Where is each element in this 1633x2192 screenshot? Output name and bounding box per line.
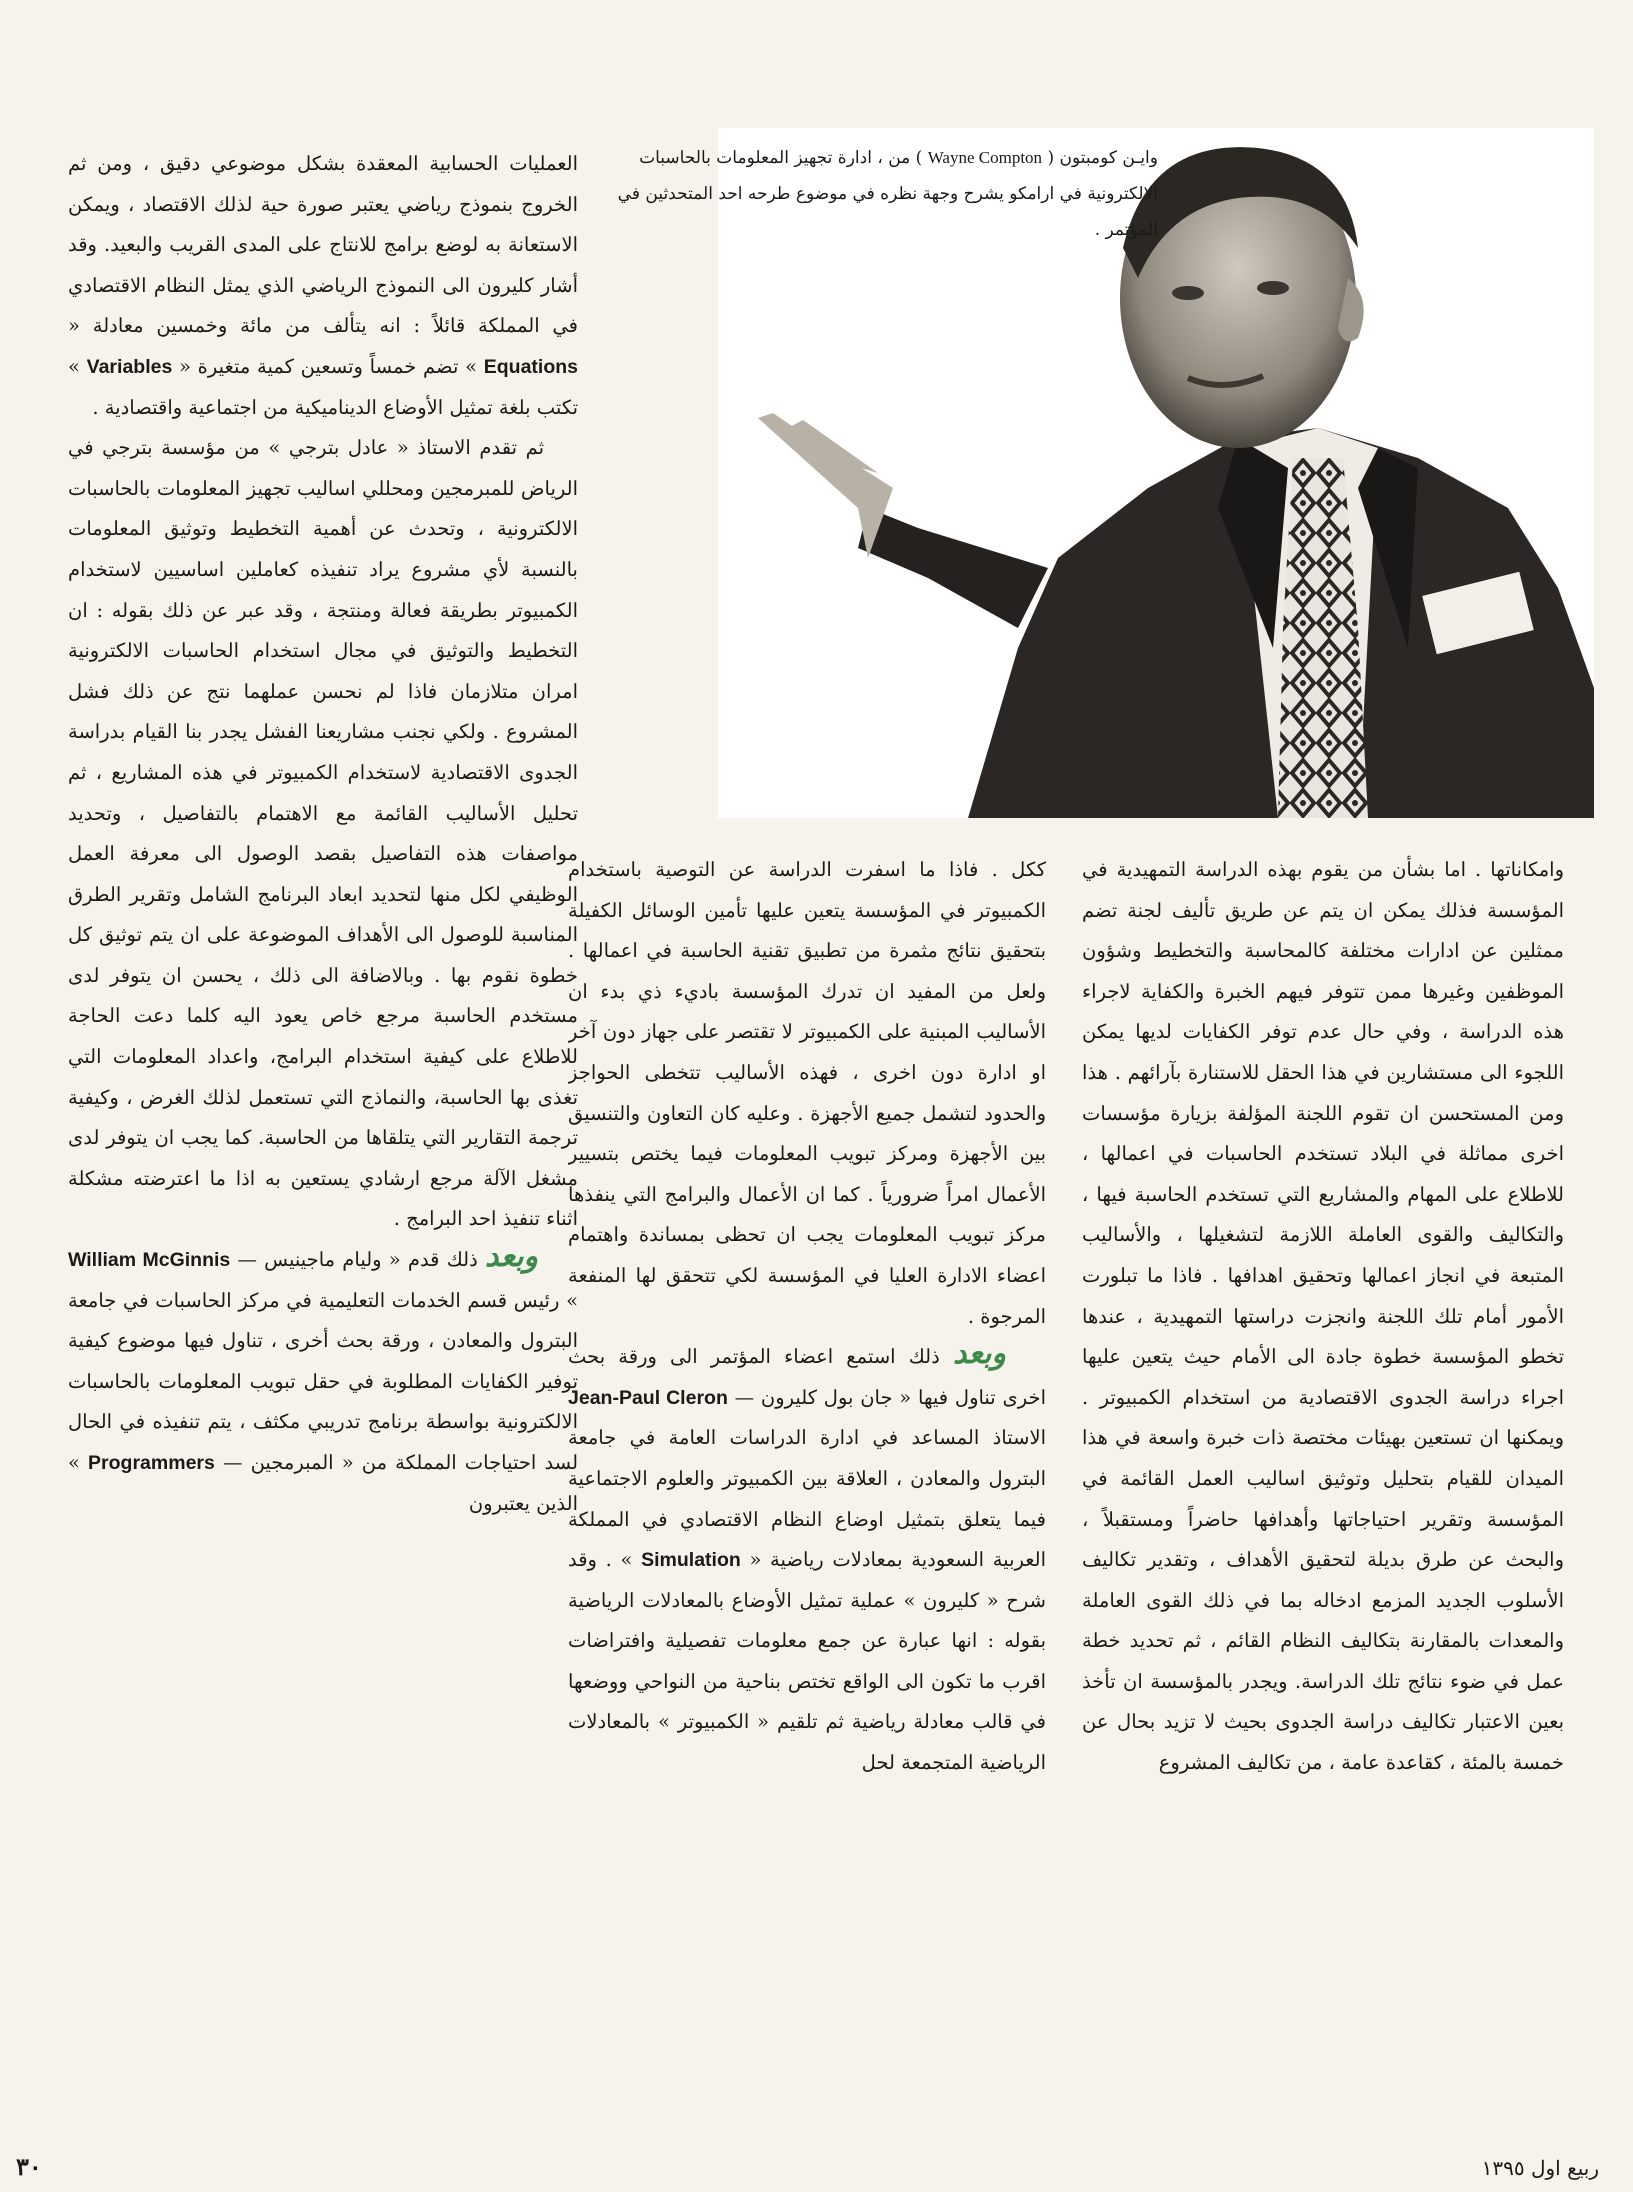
- issue-date: ربيع اول ١٣٩٥: [1481, 2156, 1599, 2180]
- column-left: [68, 144, 578, 2128]
- photo-caption: [578, 140, 1158, 248]
- col-middle-p2-mid: الاستاذ المساعد في ادارة الدراسات العامة في جامعة البترول والمعادن ، العلاقة بين الكمبيوتر والعلوم الاجتماعية فيما يتعلق بتمثيل اوضاع النظام الاقتصادي في المملكة العربية السعودية بمعادلات رياضية «: [568, 1426, 1046, 1572]
- term-equations: Equations: [483, 355, 578, 378]
- col-right-paragraph-1: وامكاناتها . اما بشأن من يقوم بهذه الدراسة التمهيدية في المؤسسة فذلك يمكن ان يتم عن طريق تأليف لجنة تضم ممثلين عن ادارات مختلفة كالمحاسبة والتخطيط وشؤون الموظفين وغيرها ممن تتوفر فيهم الخبرة والكفاية لاجراء هذه الدراسة ، وفي حال عدم توفر الكفايات لديها يمكن اللجوء الى مستشارين في هذا الحقل للاستنارة بآرائهم . هذا ومن المستحسن ان تقوم اللجنة المؤلفة بزيارة مؤسسات اخرى مماثلة في البلاد تستخدم الحاسبات في اعمالها ، للاطلاع على المهام والمشاريع التي تستخدم الحاسبة فيها ، والتكاليف والقوى العاملة اللازمة لتشغيلها ، والأساليب المتبعة في انجاز اعمالها وتحقيق اهدافها . فاذا ما تبلورت الأمور أمام تلك اللجنة وانجزت دراستها التمهيدية ، عندها تخطو المؤسسة خطوة جادة الى الأمام حيث يتعين عليها اجراء دراسة الجدوى الاقتصادية من استخدام الكمبيوتر . ويمكنها ان تستعين بهيئات مختصة ذات خبرة واسعة في هذا الميدان للقيام بتحليل وتوثيق اساليب العمل القائمة في المؤسسة وتقرير احتياجاتها وأهدافها حاضراً ومستقبلاً ، والبحث عن طرق بديلة لتحقيق الأهداف ، وتقدير تكاليف الأسلوب الجديد المزمع ادخاله بما في ذلك القوى العاملة والمعدات بالمقارنة بتكاليف النظام القائم ، ثم تحديد خطة عمل في ضوء نتائج تلك الدراسة. ويجدر بالمؤسسة ان تأخذ بعين الاعتبار تكاليف دراسة الجدوى بحيث لا تزيد بحال عن خمسة بالمئة ، كقاعدة عامة ، من تكاليف المشروع: [1082, 858, 1564, 1775]
- caption-rest: ادارة تجهيز المعلومات بالحاسبات الالكترونية في ارامكو يشرح وجهة نظره في موضوع طرحه احد المتحدثين في المؤتمر .: [617, 148, 1158, 240]
- caption-line1-after: ) من ،: [877, 148, 923, 168]
- column-middle: [568, 850, 1046, 2128]
- col-left-paragraph-3: [68, 1240, 578, 1524]
- col-left-p3-after: » رئيس قسم الخدمات التعليمية في مركز الحاسبات في جامعة البترول والمعادن ، ورقة بحث أخرى ، تناول فيها موضوع كيفية توفير الكفايات المطلوبة في حقل تبويب المعلومات بالحاسبات الالكترونية بواسطة برنامج تدريبي مكثف ، يتم تنفيذه في الحال لسد احتياجات المملكة من « المبرمجين —: [68, 1288, 578, 1474]
- col-left-p1-mid: » تضم خمساً وتسعين كمية متغيرة «: [179, 354, 478, 378]
- name-mcginnis: William McGinnis: [68, 1249, 231, 1272]
- term-programmers: Programmers: [88, 1452, 215, 1474]
- term-variables: Variables: [86, 355, 173, 378]
- col-left-p3-before: ذلك قدم « وليام ماجينيس —: [237, 1248, 478, 1272]
- page-number: ٣٠: [16, 2152, 42, 2181]
- column-right: [1082, 850, 1564, 2128]
- col-middle-p2-before: ذلك استمع اعضاء المؤتمر الى ورقة بحث اخرى تناول فيها « جان بول كليرون —: [568, 1345, 1046, 1409]
- col-left-p1-after: » تكتب بلغة تمثيل الأوضاع الديناميكية من اجتماعية واقتصادية .: [68, 354, 578, 419]
- section-mark: وبعد: [952, 1336, 1006, 1372]
- term-simulation: Simulation: [641, 1549, 741, 1572]
- caption-line1-before: وايـن كومبتون (: [1047, 148, 1158, 168]
- col-left-p1-before: العمليات الحسابية المعقدة بشكل موضوعي دقيق ، ومن ثم الخروج بنموذج رياضي يعتبر صورة حية لذلك الاقتصاد ، ويمكن الاستعانة به لوضع برامج للانتاج على المدى القريب والبعيد. وقد أشار كليرون الى النموذج الرياضي الذي يمثل النظام الاقتصادي في المملكة قائلاً : انه يتألف من مائة وخمسين معادلة «: [68, 152, 578, 338]
- section-mark: وبعد: [484, 1239, 539, 1275]
- col-middle-p2-after: » . وقد شرح « كليرون » عملية تمثيل الأوضاع بالمعادلات الرياضية بقوله : انها عبارة عن جمع معلومات تفصيلية وافتراضات اقرب ما تكون الى الواقع تختص بناحية من النواحي ووضعها في قالب معادلة رياضية ثم تلقيم « الكمبيوتر » بالمعادلات الرياضية المتجمعة لحل: [568, 1548, 1046, 1775]
- name-cleron: Jean-Paul Cleron: [568, 1386, 728, 1409]
- col-middle-paragraph-1: ككل . فاذا ما اسفرت الدراسة عن التوصية باستخدام الكمبيوتر في المؤسسة يتعين عليها تأمين الوسائل الكفيلة بتحقيق نتائج مثمرة من تطبيق تقنية الحاسبة في اعمالها . ولعل من المفيد ان تدرك المؤسسة باديء ذي بدء ان الأساليب المبنية على الكمبيوتر لا تقتصر على جهاز دون آخر او ادارة دون اخرى ، فهذه الأساليب تتخطى الحواجز والحدود لتشمل جميع الأجهزة . وعليه كان التعاون والتنسيق بين الأجهزة ومركز تبويب المعلومات فيما يختص بتسيير الأعمال امراً ضرورياً . كما ان الأعمال والبرامج التي ينفذها مركز تبويب المعلومات يجب ان تحظى بمساندة واهتمام اعضاء الادارة العليا في المؤسسة لكي تتحقق لها المنفعة المرجوة .: [568, 858, 1046, 1328]
- col-left-paragraph-1: [68, 144, 578, 428]
- col-middle-paragraph-2: [568, 1337, 1046, 1784]
- col-left-paragraph-2: ثم تقدم الاستاذ « عادل بترجي » من مؤسسة بترجي في الرياض للمبرمجين ومحللي اساليب تجهيز المعلومات بالحاسبات الالكترونية ، وتحدث عن أهمية التخطيط وتوثيق المعلومات بالنسبة لأي مشروع يراد تنفيذه كعاملين اساسيين لاستخدام الكمبيوتر بطريقة فعالة ومنتجة ، وقد عبر عن ذلك بقوله : ان التخطيط والتوثيق في مجال استخدام الحاسبات الالكترونية امران متلازمان فاذا لم نحسن عملهما نتج عن ذلك فشل المشروع . ولكي نجنب مشاريعنا الفشل يجدر بنا القيام بدراسة الجدوى الاقتصادية لاستخدام الكمبيوتر في هذه المشاريع ، ثم تحليل الأساليب القائمة مع الاهتمام بالتفاصيل ، وتحديد مواصفات هذه التفاصيل بقصد الوصول الى معرفة العمل الوظيفي لكل منها لتحديد ابعاد البرنامج الشامل وتقرير الطرق المناسبة للوصول الى الأهداف الموضوعة على ان يتم توثيق كل خطوة نقوم بها . وبالاضافة الى ذلك ، يحسن ان يتوفر لدى مستخدم الحاسبة مرجع خاص يعود اليه كلما دعت الحاجة للاطلاع على كيفية استخدام البرامج، واعداد المعلومات التي تغذى بها الحاسبة، والنماذج التي تستعمل لذلك الغرض ، وكيفية ترجمة التقارير التي يتلقاها من الحاسبة. كما يجب ان يتوفر لدى مشغل الآلة مرجع ارشادي يستعين به اذا ما اعترضته مشكلة اثناء تنفيذ احد البرامج .: [68, 436, 578, 1231]
- col-left-p3-end: » الذين يعتبرون: [68, 1451, 578, 1515]
- caption-name-latin: Wayne Compton: [927, 148, 1043, 167]
